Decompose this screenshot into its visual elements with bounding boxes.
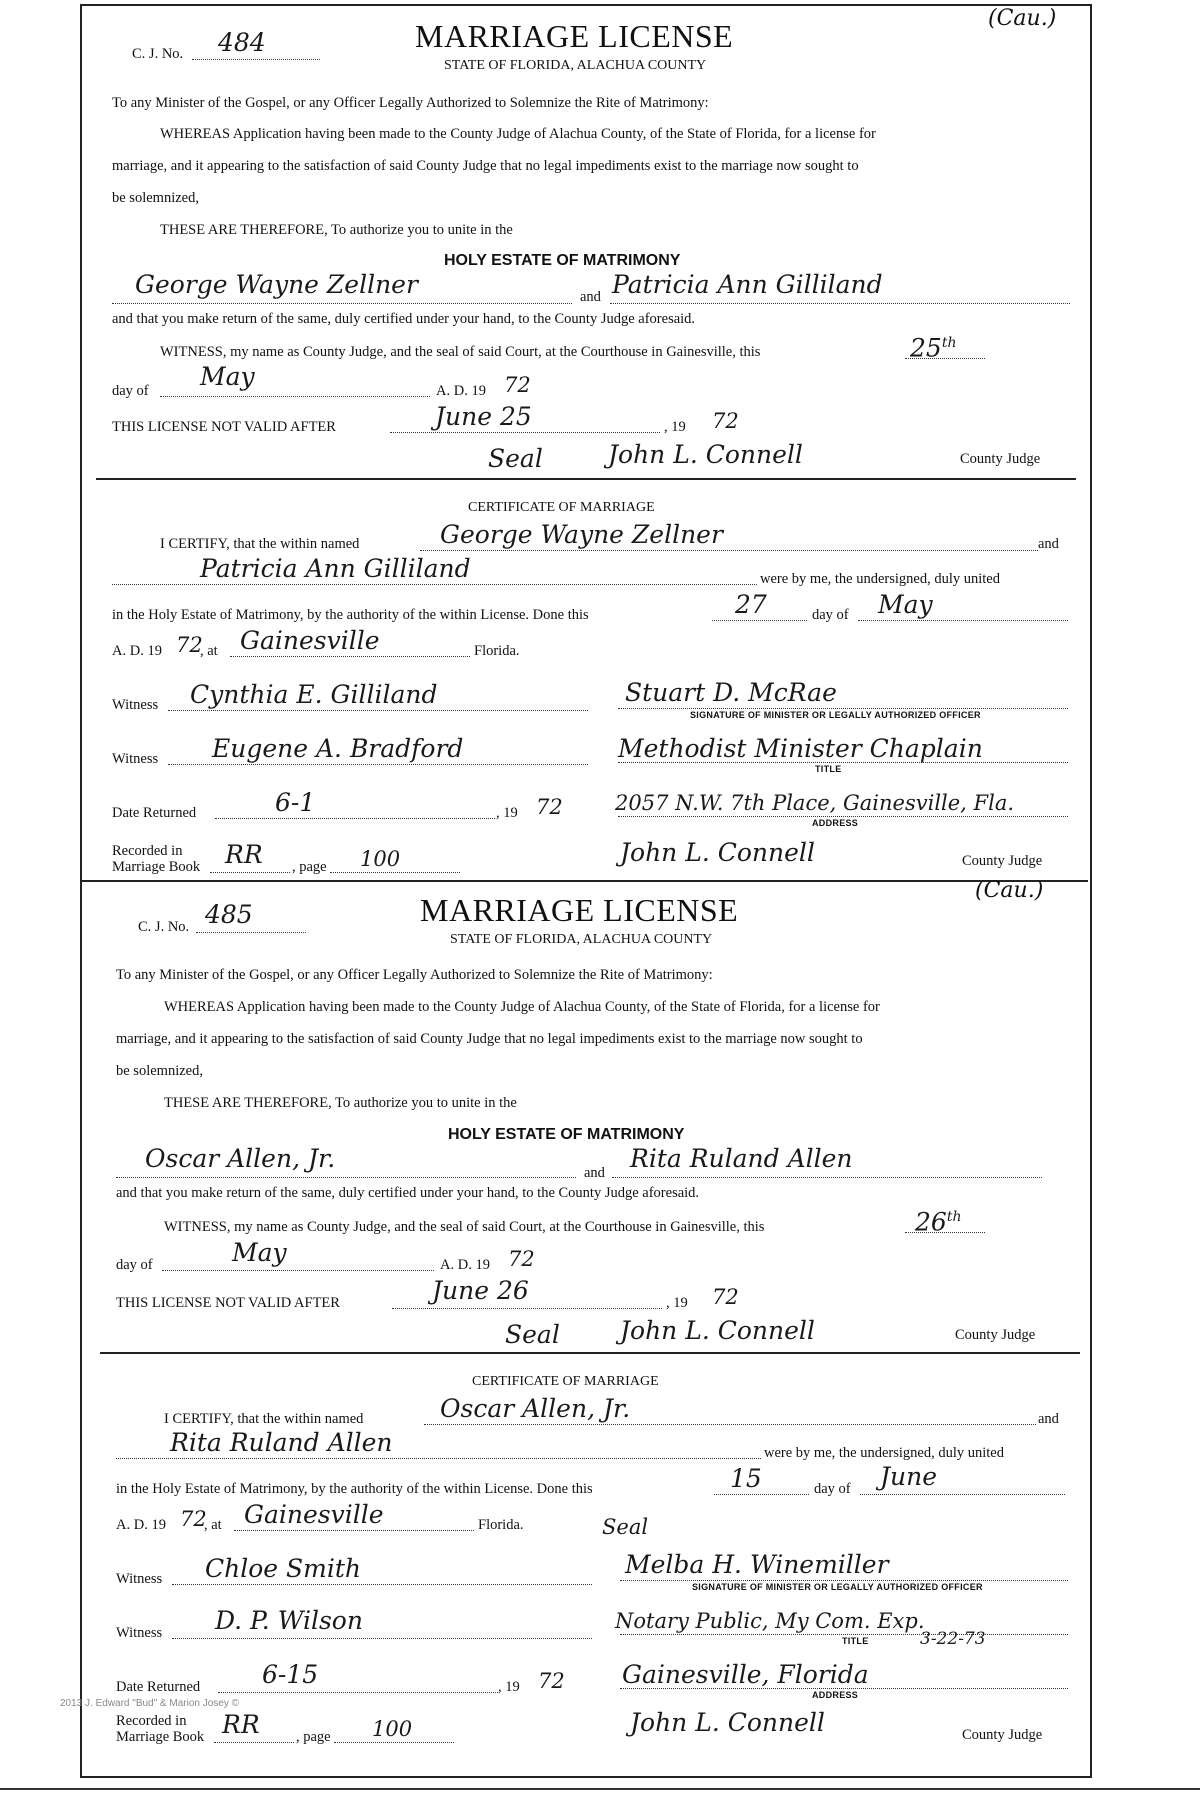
cj-number: 484 [218, 28, 266, 57]
day-of-label-2: day of [812, 607, 849, 623]
corner-note: (Cau.) [988, 6, 1057, 31]
marriage-book-label-2: Marriage Book [116, 1729, 205, 1745]
officer-title-2: Notary Public, My Com. Exp. [615, 1609, 925, 1633]
divider-2 [100, 1352, 1080, 1354]
nineteen-label: , 19 [664, 419, 686, 435]
nineteen-label-2: , 19 [496, 805, 518, 821]
recorded-in-label: Recorded in [112, 843, 183, 859]
done-day-2: 15 [730, 1464, 762, 1493]
cert-bride: Patricia Ann Gilliland [200, 554, 471, 583]
not-valid-year-2: 72 [712, 1285, 739, 1309]
and-label-3: and [584, 1165, 605, 1181]
witness-label-3: Witness [116, 1571, 163, 1587]
seal-2: Seal [505, 1320, 560, 1349]
book: RR [225, 840, 263, 869]
recorded-in-label-2: Recorded in [116, 1713, 187, 1729]
nineteen-label-4: , 19 [498, 1679, 520, 1695]
not-valid-label-2: THIS LICENSE NOT VALID AFTER [116, 1295, 340, 1311]
signature-label-2: SIGNATURE OF MINISTER OR LEGALLY AUTHORIZED OFFICER [692, 1582, 983, 1592]
cj-label: C. J. No. [132, 46, 184, 62]
officer-address-2: Gainesville, Florida [622, 1660, 869, 1689]
copyright-footer: 2013 J. Edward "Bud" & Marion Josey © [60, 1698, 239, 1709]
certificate-title-2: CERTIFICATE OF MARRIAGE [472, 1374, 659, 1389]
bride-name: Patricia Ann Gilliland [612, 270, 883, 299]
place: Gainesville [240, 626, 380, 655]
title-label: TITLE [815, 764, 842, 774]
witness-label-4: Witness [116, 1625, 163, 1641]
book-2: RR [222, 1710, 260, 1739]
ad-label-2: A. D. 19 [440, 1257, 490, 1273]
cert-year: 72 [176, 633, 203, 657]
whereas-line-3b: be solemnized, [116, 1063, 203, 1079]
return-line-2: and that you make return of the same, duly certified under your hand, to the County Judge aforesaid. [116, 1185, 700, 1201]
license-subtitle: STATE OF FLORIDA, ALACHUA COUNTY [444, 58, 707, 73]
united-label-2: were by me, the undersigned, duly united [764, 1445, 1004, 1461]
cert-groom: George Wayne Zellner [440, 520, 723, 549]
day-of-label-3: day of [116, 1257, 153, 1273]
address-line: To any Minister of the Gospel, or any Officer Legally Authorized to Solemnize the Rite of Matrimony: [112, 95, 709, 111]
and-label-4: and [1038, 1411, 1059, 1427]
witness-label-2: Witness [112, 751, 159, 767]
month-2: May [232, 1238, 287, 1267]
day-number-2: 26th [915, 1207, 962, 1237]
certify-label-2: I CERTIFY, that the within named [164, 1411, 364, 1427]
witness-line: WITNESS, my name as County Judge, and the seal of said Court, at the Courthouse in Gainesville, this [160, 344, 761, 360]
and-label: and [580, 289, 601, 305]
not-valid-date-2: June 26 [432, 1276, 529, 1305]
date-returned-label-2: Date Returned [116, 1679, 201, 1695]
witness-2: Eugene A. Bradford [212, 734, 464, 763]
therefore-line-2: THESE ARE THEREFORE, To authorize you to unite in the [164, 1095, 517, 1111]
address-line-2: To any Minister of the Gospel, or any Officer Legally Authorized to Solemnize the Rite of Matrimony: [116, 967, 713, 983]
title-label-2: TITLE [842, 1636, 869, 1646]
divider [96, 478, 1076, 480]
nineteen-label-3: , 19 [666, 1295, 688, 1311]
address-label-2: ADDRESS [812, 1690, 859, 1700]
whereas-line-1b: WHEREAS Application having been made to the County Judge of Alachua County, of the State of Florida, for a license for [164, 999, 880, 1015]
done-month-2: June [880, 1462, 938, 1491]
address-label: ADDRESS [812, 818, 859, 828]
at-label-2: , at [204, 1517, 222, 1533]
witness-line-2: WITNESS, my name as County Judge, and the seal of said Court, at the Courthouse in Gainesville, this [164, 1219, 765, 1235]
county-judge-label-4: County Judge [962, 1727, 1043, 1743]
not-valid-label: THIS LICENSE NOT VALID AFTER [112, 419, 336, 435]
page-bottom-edge [0, 1788, 1200, 1790]
seal: Seal [488, 444, 543, 473]
whereas-line-3: be solemnized, [112, 190, 199, 206]
cert-groom-2: Oscar Allen, Jr. [440, 1394, 631, 1423]
at-label: , at [200, 643, 218, 659]
witness-3: Chloe Smith [205, 1554, 361, 1583]
year-2: 72 [508, 1247, 535, 1271]
section-divider [80, 880, 1088, 882]
license-title-2: MARRIAGE LICENSE [420, 892, 739, 928]
year: 72 [504, 373, 531, 397]
in-holy-label: in the Holy Estate of Matrimony, by the authority of the within License. Done this [112, 607, 589, 623]
page-label-2: , page [296, 1729, 331, 1745]
united-label: were by me, the undersigned, duly united [760, 571, 1000, 587]
in-holy-label-2: in the Holy Estate of Matrimony, by the authority of the within License. Done this [116, 1481, 593, 1497]
judge-signature: John L. Connell [608, 440, 803, 469]
groom-name: George Wayne Zellner [135, 270, 418, 299]
judge-signature-4: John L. Connell [630, 1708, 825, 1737]
page-label: , page [292, 859, 327, 875]
whereas-line-2: marriage, and it appearing to the satisfaction of said County Judge that no legal impediments exist to the marriage now sought to [112, 158, 859, 174]
county-judge-label-2: County Judge [962, 853, 1043, 869]
cj-label-2: C. J. No. [138, 919, 190, 935]
returned-year-2: 72 [538, 1669, 565, 1693]
officer-address: 2057 N.W. 7th Place, Gainesville, Fla. [615, 791, 1015, 815]
witness-1: Cynthia E. Gilliland [190, 680, 438, 709]
not-valid-year: 72 [712, 409, 739, 433]
county-judge-label-3: County Judge [955, 1327, 1036, 1343]
officer-seal: Seal [602, 1515, 649, 1539]
ad-label: A. D. 19 [436, 383, 486, 399]
certify-label: I CERTIFY, that the within named [160, 536, 360, 552]
date-returned: 6-1 [275, 788, 316, 817]
day-of-label: day of [112, 383, 149, 399]
month: May [200, 362, 255, 391]
license-subtitle-2: STATE OF FLORIDA, ALACHUA COUNTY [450, 932, 713, 947]
page-number: 100 [360, 847, 401, 871]
witness-label-1: Witness [112, 697, 159, 713]
officer-signature: Stuart D. McRae [625, 678, 837, 707]
holy-estate-heading-2: HOLY ESTATE OF MATRIMONY [448, 1126, 685, 1143]
not-valid-date: June 25 [435, 402, 532, 431]
date-returned-2: 6-15 [262, 1660, 319, 1689]
return-line: and that you make return of the same, duly certified under your hand, to the County Judge aforesaid. [112, 311, 696, 327]
returned-year: 72 [536, 795, 563, 819]
therefore-line: THESE ARE THEREFORE, To authorize you to unite in the [160, 222, 513, 238]
ad-at-label: A. D. 19 [112, 643, 162, 659]
florida-label: Florida. [474, 643, 520, 659]
license-title: MARRIAGE LICENSE [415, 18, 734, 54]
ad-at-label-2: A. D. 19 [116, 1517, 166, 1533]
and-label-2: and [1038, 536, 1059, 552]
done-month: May [878, 590, 933, 619]
marriage-book-label: Marriage Book [112, 859, 201, 875]
county-judge-label: County Judge [960, 451, 1041, 467]
groom-name-2: Oscar Allen, Jr. [145, 1144, 336, 1173]
holy-estate-heading: HOLY ESTATE OF MATRIMONY [444, 252, 681, 269]
florida-label-2: Florida. [478, 1517, 524, 1533]
cert-bride-2: Rita Ruland Allen [170, 1428, 393, 1457]
cj-number-2: 485 [205, 900, 253, 929]
whereas-line-1: WHEREAS Application having been made to the County Judge of Alachua County, of the State of Florida, for a license for [160, 126, 876, 142]
page-number-2: 100 [372, 1717, 413, 1741]
certificate-title: CERTIFICATE OF MARRIAGE [468, 500, 655, 515]
signature-label: SIGNATURE OF MINISTER OR LEGALLY AUTHORIZED OFFICER [690, 710, 981, 720]
witness-4: D. P. Wilson [215, 1606, 363, 1635]
officer-title: Methodist Minister Chaplain [618, 734, 983, 763]
day-of-label-4: day of [814, 1481, 851, 1497]
date-returned-label: Date Returned [112, 805, 197, 821]
officer-signature-2: Melba H. Winemiller [625, 1550, 889, 1579]
judge-signature-2: John L. Connell [620, 838, 815, 867]
cert-year-2: 72 [180, 1507, 207, 1531]
place-2: Gainesville [244, 1500, 384, 1529]
done-day: 27 [735, 590, 767, 619]
day-number: 25th [910, 333, 957, 363]
bride-name-2: Rita Ruland Allen [630, 1144, 853, 1173]
commission-expiry: 3-22-73 [920, 1629, 986, 1649]
whereas-line-2b: marriage, and it appearing to the satisfaction of said County Judge that no legal impediments exist to the marriage now sought to [116, 1031, 863, 1047]
judge-signature-3: John L. Connell [620, 1316, 815, 1345]
corner-note-2: (Cau.) [975, 878, 1044, 903]
